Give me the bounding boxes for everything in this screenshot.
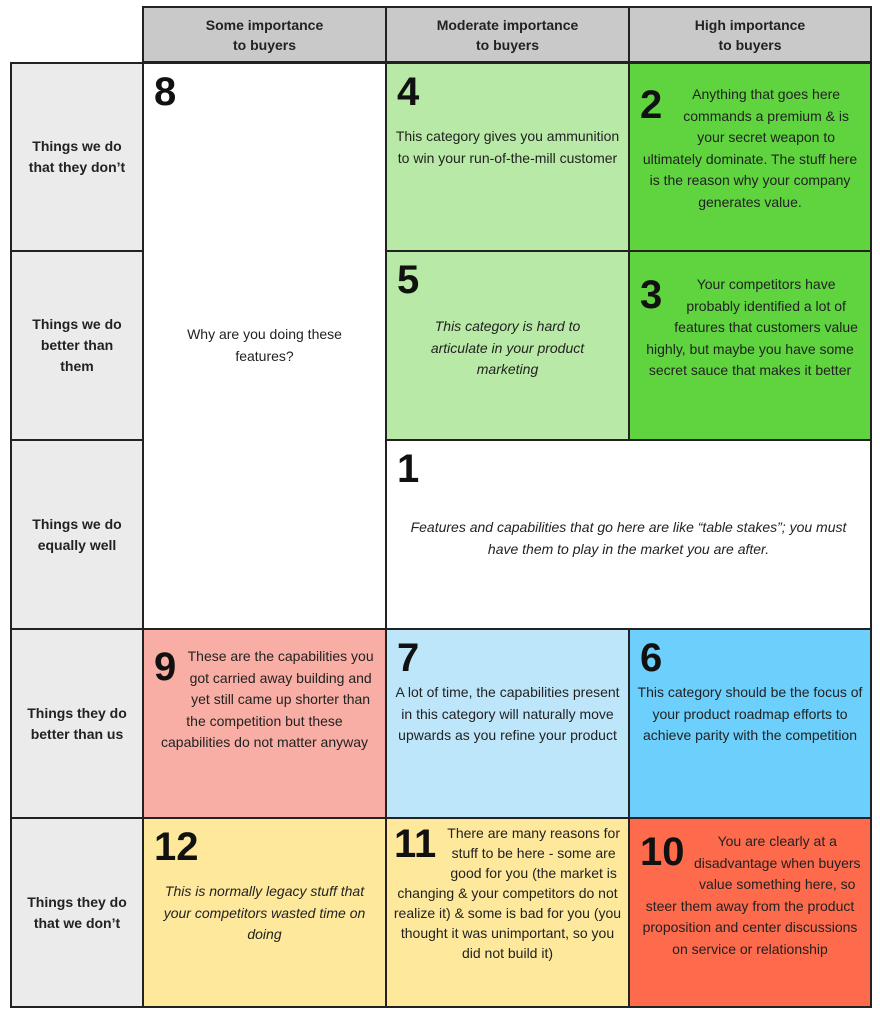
column-header-high-importance: High importance to buyers — [628, 6, 872, 63]
row-header-they-do-better: Things they do better than us — [10, 628, 144, 819]
row-header-equally-well: Things we do equally well — [10, 439, 144, 630]
cell-text: Your competitors have probably identified a lot of features that customers value highly, but maybe you have some secret sauce that makes it better — [646, 276, 858, 378]
cell-number: 8 — [154, 70, 177, 114]
cell-number: 5 — [397, 258, 420, 302]
column-header-moderate-importance: Moderate importance to buyers — [385, 6, 630, 63]
cell-7 — [385, 628, 630, 819]
cell-10 — [628, 817, 872, 1008]
cell-text: A lot of time, the capabilities present in this category will naturally move upwards as you refine your product — [395, 684, 620, 743]
cell-text: You are clearly at a disadvantage when buyers value something here, so steer them away from the product proposition and center discussions on service or relationship — [642, 833, 861, 957]
cell-number: 9 — [154, 645, 177, 689]
cell-11 — [385, 817, 630, 1008]
cell-12 — [142, 817, 387, 1008]
cell-number: 1 — [397, 447, 420, 491]
cell-2 — [628, 62, 872, 252]
row-header-they-do-we-dont: Things they do that we don’t — [10, 817, 144, 1008]
cell-number: 4 — [397, 70, 420, 114]
cell-text: This category is hard to articulate in your product marketing — [430, 318, 585, 377]
cell-text: This category should be the focus of your product roadmap efforts to achieve parity with the competition — [637, 684, 863, 743]
cell-text: Why are you doing these features? — [187, 326, 342, 364]
column-header-some-importance: Some importance to buyers — [142, 6, 387, 63]
cell-number: 11 — [394, 822, 437, 866]
row-header-we-do-they-dont: Things we do that they don’t — [10, 62, 144, 252]
cell-text: Anything that goes here commands a premium & is your secret weapon to ultimately dominate. The stuff here is the reason why your company generates value. — [642, 86, 858, 210]
cell-8 — [142, 62, 387, 630]
cell-3 — [628, 250, 872, 441]
cell-text: These are the capabilities you got carried away building and yet still came up shorter than the competition but these capabilities do not matter anyway — [161, 648, 374, 750]
cell-1 — [385, 439, 872, 630]
cell-text: There are many reasons for stuff to be here - some are good for you (the market is changing & your competitors do not realize it) & some is bad for you (you thought it was unimportant, so you did not build it) — [393, 825, 622, 961]
cell-text: This is normally legacy stuff that your competitors wasted time on doing — [163, 883, 366, 942]
cell-number: 6 — [640, 636, 663, 680]
cell-number: 12 — [154, 825, 199, 869]
cell-number: 7 — [397, 636, 420, 680]
cell-number: 3 — [640, 273, 663, 317]
row-header-we-do-better: Things we do better than them — [10, 250, 144, 441]
cell-9 — [142, 628, 387, 819]
cell-text: This category gives you ammunition to win your run-of-the-mill customer — [395, 128, 620, 166]
cell-5 — [385, 250, 630, 441]
cell-number: 2 — [640, 83, 663, 127]
cell-4 — [385, 62, 630, 252]
cell-6 — [628, 628, 872, 819]
cell-number: 10 — [640, 830, 685, 874]
cell-text: Features and capabilities that go here are like “table stakes”; you must have them to play in the market you are after. — [410, 519, 847, 557]
